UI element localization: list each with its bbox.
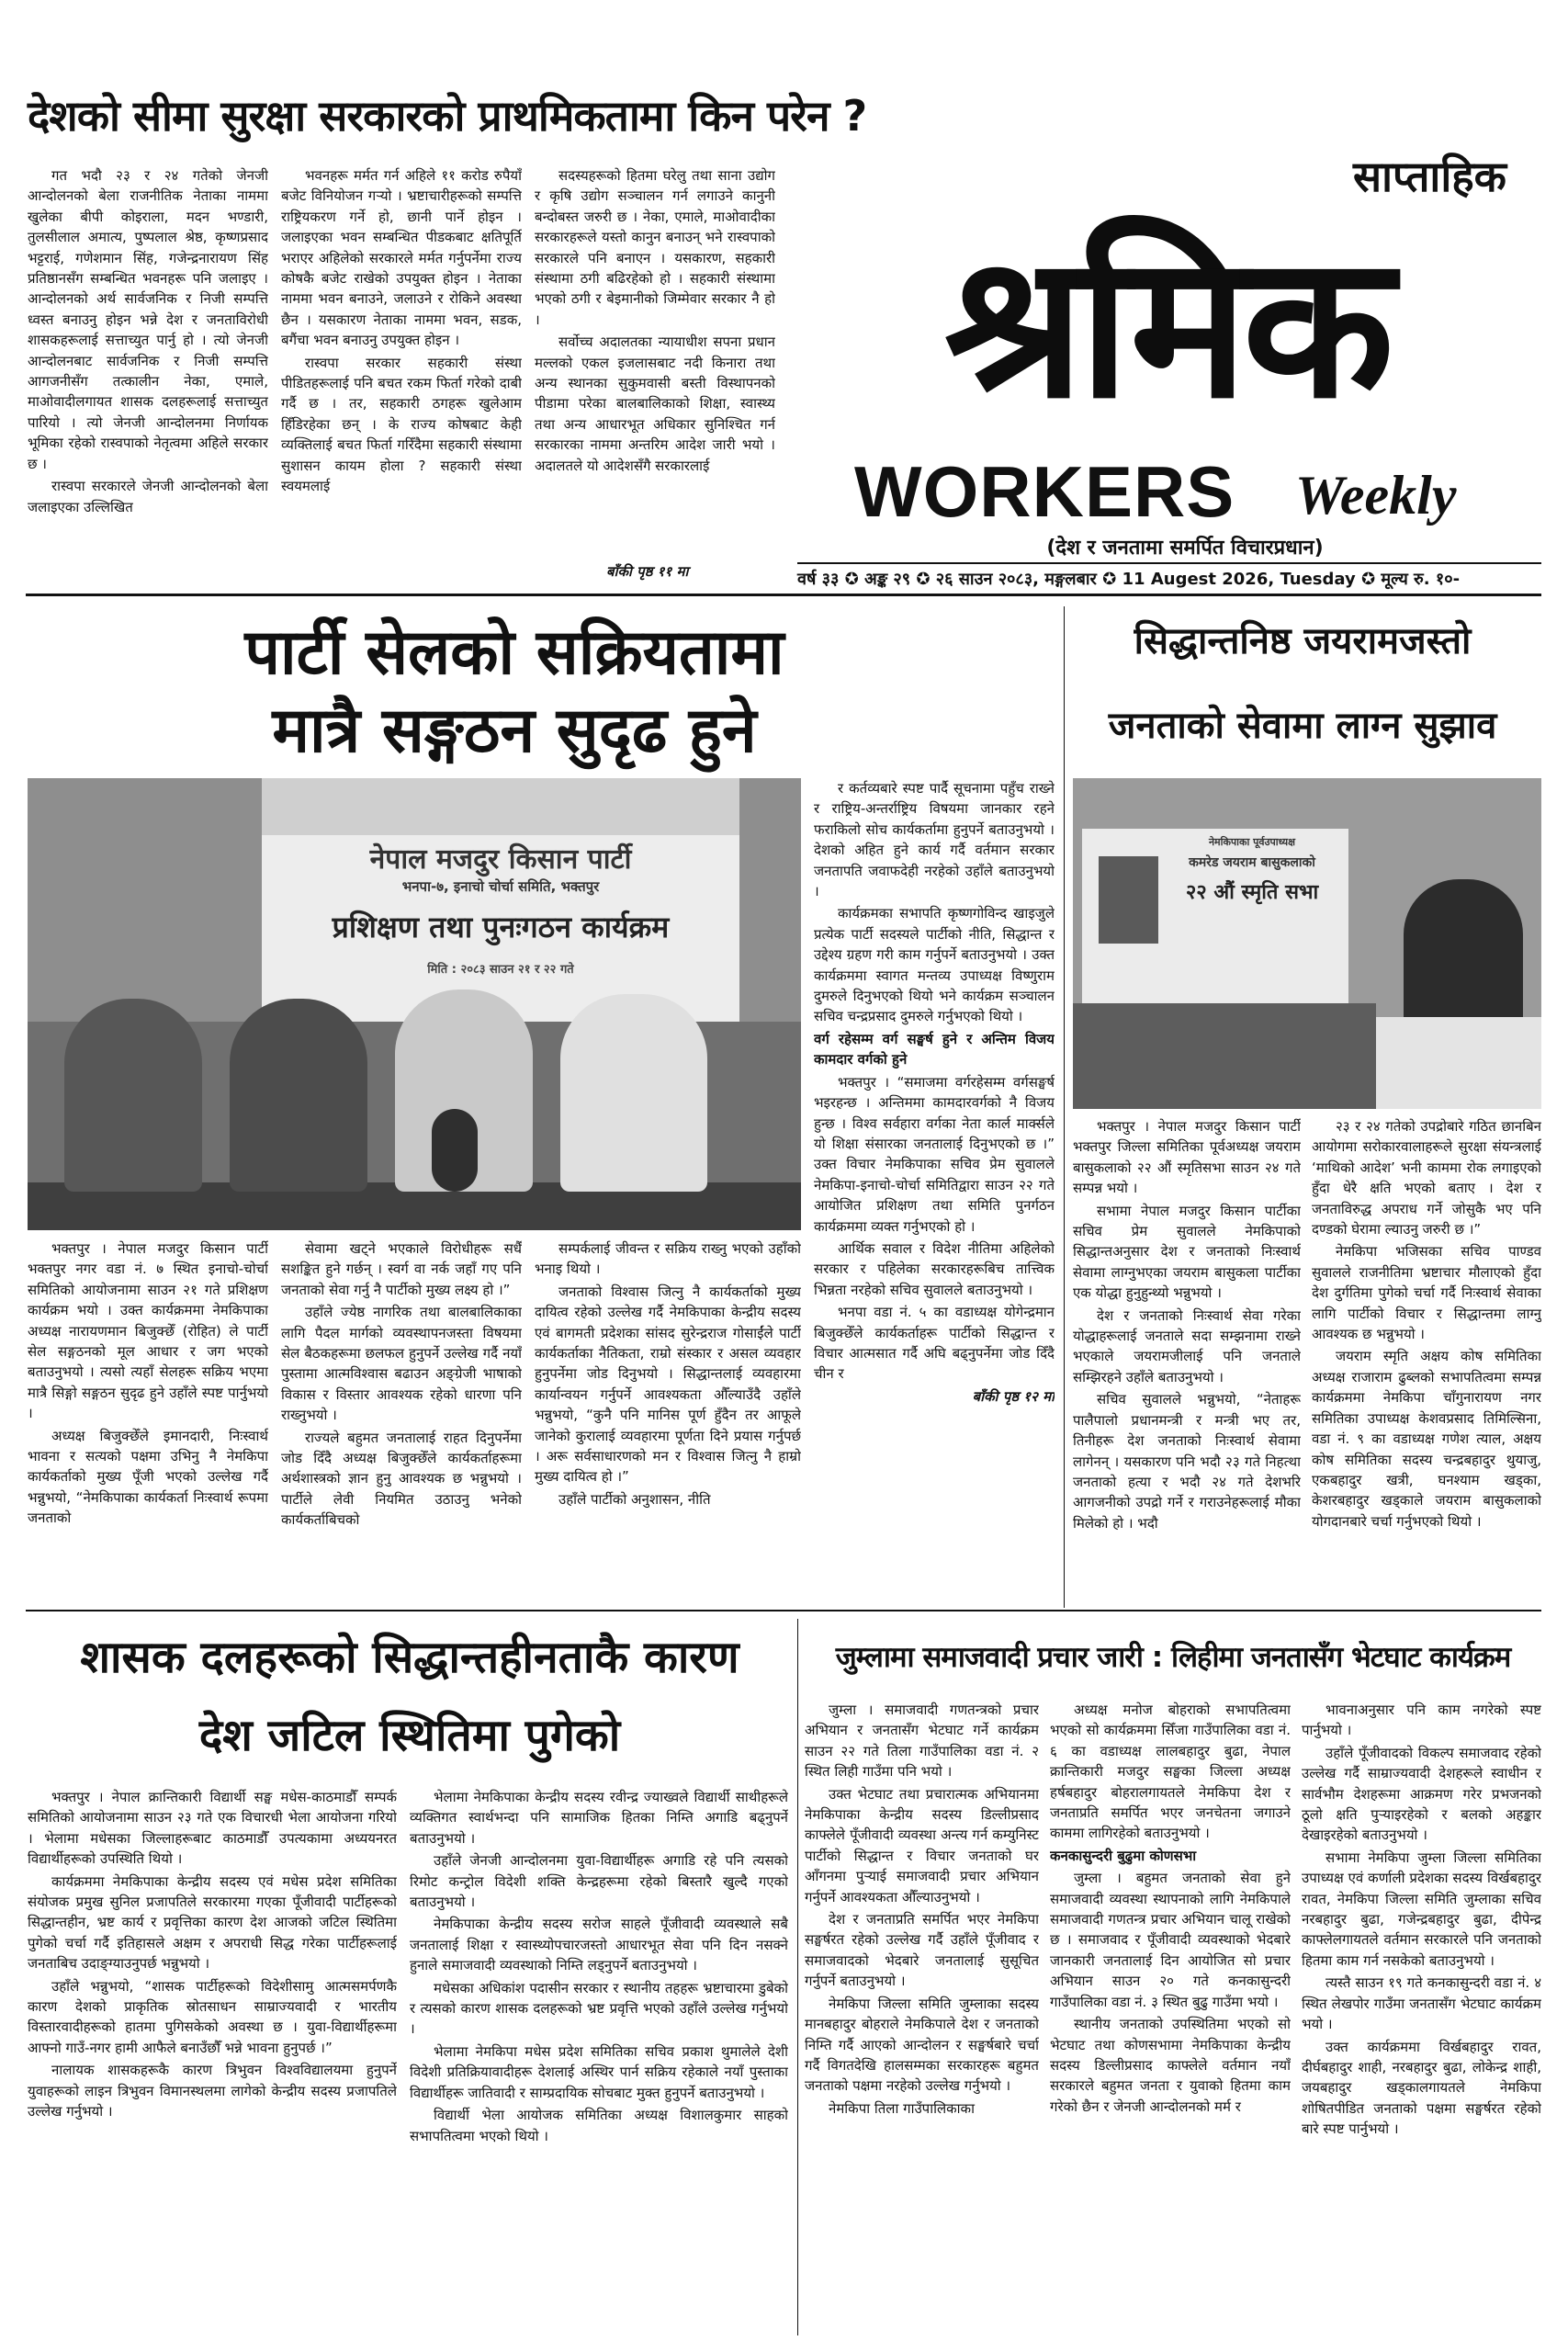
bottom-left-headline-1: शासक दलहरूको सिद्धान्तहीनताकै कारण bbox=[80, 1632, 739, 1683]
paragraph: भावनाअनुसार पनि काम नगरेको स्पष्ट पार्नुभयो । bbox=[1302, 1702, 1541, 1739]
paragraph: भक्तपुर । नेपाल क्रान्तिकारी विद्यार्थी सङ्घ मधेस-काठमाडौँ सम्पर्क समितिको आयोजनामा साउन २३ गते एक विचारधी भेला आयोजना गरियो । भेलामा मधेसका जिल्लाहरूबाट काठमाडौँ उपत्यकामा अध्ययनरत विद्यार्थीहरूको उपस्थिति थियो । bbox=[28, 1789, 397, 1868]
paragraph: स्थानीय जनताको उपस्थितिमा भएको सो भेटघाट तथा कोणसभामा नेमकिपाका केन्द्रीय सदस्य डिल्लीप्रसाद काफ्लेले वर्तमान नयाँ सरकारले बहुमत जनता र युवाको हितमा काम गरेको छैन र जेनजी आन्दोलनको मर्म र bbox=[1050, 2016, 1291, 2115]
paragraph: देश र जनताको निःस्वार्थ सेवा गरेका योद्धाहरूलाई जनताले सदा सम्झनामा राख्ने भएकाले जयरामजीलाई पनि जनताले सम्झिरहने उहाँले बताउनुभयो । bbox=[1073, 1306, 1301, 1385]
lead-continued: बाँकी पृष्ठ १२ मा bbox=[972, 1387, 1055, 1405]
masthead-bottom-rule bbox=[26, 594, 1541, 596]
paragraph: जुम्ला । समाजवादी गणतन्त्रको प्रचार अभियान र जनतासँग भेटघाट गर्ने कार्यक्रम साउन २२ गते तिला गाउँपालिका वडा नं. २ स्थित लिही गाउँमा पनि भयो । bbox=[805, 1702, 1039, 1781]
lead-col-2 bbox=[281, 1238, 522, 1601]
paragraph: कार्यक्रममा नेमकिपाका केन्द्रीय सदस्य एवं मधेस प्रदेश समितिका संयोजक प्रमुख सुनिल प्रजापतिले सरकारमा गएका पूँजीवादी पार्टीहरूको सिद्धान्तहीन, भ्रष्ट कार्य र प्रवृत्तिका कारण देश आजको जटिल स्थितिमा पुगेको चर्चा गर्दै इतिहासले अक्षम र अपराधी सिद्ध गरेका पार्टीहरूलाई जनताबिच उदाङ्ग्याउनुपर्छ भन्नुभयो । bbox=[28, 1872, 397, 1973]
person-2 bbox=[230, 999, 367, 1192]
paragraph: सेवामा खट्ने भएकाले विरोधीहरू सधैँ सशङ्कित हुने गर्छन् । स्वर्ग वा नर्क जहाँ गए पनि जनताको सेवा गर्नु नै पार्टीको मुख्य लक्ष्य हो ।” bbox=[281, 1240, 522, 1298]
paragraph: सभामा नेपाल मजदुर किसान पार्टीका सचिव प्रेम सुवालले नेमकिपाको सिद्धान्तअनुसार देश र जनताको निःस्वार्थ सेवामा लाग्नुभएका जयराम बासुकला पार्टीका एक योद्धा हुनुहुन्थ्यो भन्नुभयो । bbox=[1073, 1202, 1301, 1302]
paragraph: सदस्यहरूको हितमा घरेलु तथा साना उद्योग र कृषि उद्योग सञ्चालन गर्न लगाउने कानुनी बन्दोबस्त जरुरी छ । नेका, एमाले, माओवादीका सरकारहरूले यस्तो कानुन बनाउन् भने रास्वपाको सरकारले पनि बनाएन । यसकारण, सहकारी संस्थामा ठगी बढिरहेको हो । सहकारी संस्थामा भएको ठगी र बेइमानीको जिम्मेवार सरकार नै हो । bbox=[535, 167, 775, 328]
paragraph: नेमकिपा भजिसका सचिव पाण्डव सुवालले राजनीतिमा भ्रष्टाचार मौलाएको हुँदा देश दुर्गतिमा पुगेको चर्चा गर्दै निःस्वार्थ सेवाका लागि पार्टीको विचार र सिद्धान्तमा लाग्नु आवश्यक छ भन्नुभयो । bbox=[1312, 1243, 1541, 1343]
paragraph: नेमकिपा जिल्ला समिति जुम्लाका सदस्य मानबहादुर बोहराले नेमकिपाले देश र जनताको निम्ति गर्दै आएको आन्दोलन र सङ्घर्षबारे चर्चा गर्दै विगतदेखि हालसम्मका सरकारहरू बहुमत जनताको पक्षमा नरहेको उल्लेख गर्नुभयो । bbox=[805, 1995, 1039, 2095]
masthead-workers: WORKERS bbox=[854, 451, 1235, 532]
paragraph: उक्त भेटघाट तथा प्रचारात्मक अभियानमा नेमकिपाका केन्द्रीय सदस्य डिल्लीप्रसाद काफ्लेले पूँजीवादी व्यवस्था अन्त्य गर्न कम्युनिस्ट पार्टीको सिद्धान्त र विचार जनताको घर आँगनमा पुऱ्याई समाजवादी प्रचार अभियान गर्नुपर्ने आवश्यकता औँल्याउनुभयो । bbox=[805, 1785, 1039, 1905]
middle-bottom-rule bbox=[26, 1610, 1541, 1611]
paragraph: उहाँले जेनजी आन्दोलनमा युवा-विद्यार्थीहरू अगाडि रहे पनि त्यसको रिमोट कन्ट्रोल विदेशी शक्ति केन्द्रहरूमा रहेको बिस्तारै खुल्दै गएको बताउनुभयो । bbox=[410, 1852, 788, 1911]
bottom-right-col-3 bbox=[1302, 1700, 1541, 2334]
lead-subhead: वर्ग रहेसम्म वर्ग सङ्घर्ष हुने र अन्तिम विजय कामदार वर्गको हुने bbox=[814, 1030, 1055, 1069]
bottom-right-col-1 bbox=[805, 1700, 1039, 2334]
top-col-3 bbox=[535, 165, 775, 574]
top-continued: बाँकी पृष्ठ ११ मा bbox=[606, 563, 689, 580]
paragraph: आर्थिक सवाल र विदेश नीतिमा अहिलेको सरकार र पहिलेका सरकारहरूबिच तात्त्विक भिन्नता नरहेको सचिव सुवालले बताउनुभयो । bbox=[814, 1239, 1055, 1298]
top-col-1 bbox=[28, 165, 268, 574]
right-photo bbox=[1073, 778, 1541, 1109]
banner-title: प्रशिक्षण तथा पुनःगठन कार्यक्रम bbox=[332, 910, 670, 944]
lead-photo bbox=[28, 778, 801, 1230]
right-col-2 bbox=[1312, 1116, 1541, 1601]
photo-banner-stripe bbox=[262, 778, 739, 835]
paragraph: रास्वपा सरकार सहकारी संस्था पीडितहरूलाई पनि बचत रकम फिर्ता गरेको दाबी गर्दै छ । तर, सहकारी ठगहरू खुलेआम हिँडिरहेका छन् । के राज्य कोषबाट केही व्यक्तिलाई बचत फिर्ता गरिँदैमा सहकारी संस्थामा सुशासन कायम होला ? सहकारी संस्था स्वयमलाई bbox=[281, 354, 522, 495]
flower-vase bbox=[432, 1109, 478, 1192]
paragraph: राज्यले बहुमत जनतालाई राहत दिनुपर्नेमा जोड दिँदै अध्यक्ष बिजुक्छेँले कार्यकर्ताहरूमा अर्थशास्त्रको ज्ञान हुनु आवश्यक छ भन्नुभयो । पार्टीले लेवी नियमित उठाउनु भनेको कार्यकर्ताबिचको bbox=[281, 1429, 522, 1529]
masthead-saptahik: साप्ताहिक bbox=[1353, 152, 1506, 201]
person-4 bbox=[560, 994, 707, 1192]
paragraph: उहाँले पूँजीवादको विकल्प समाजवाद रहेको उल्लेख गर्दै साम्राज्यवादी देशहरूले स्वाधीन र सार्वभौम देशहरूमा आक्रमण गरेर प्रभजनको ठूलो क्षति पुऱ्याइरहेको र बलको अहङ्कार देखाइरहेको बताउनुभयो । bbox=[1302, 1744, 1541, 1844]
paragraph: नेमकिपाका केन्द्रीय सदस्य सरोज साहले पूँजीवादी व्यवस्थाले सबै जनतालाई शिक्षा र स्वास्थ्योपचारजस्तो आधारभूत सेवा पनि दिन नसक्ने हुनाले समाजवादी व्यवस्थाको निम्ति लड्नुपर्ने बताउनुभयो । bbox=[410, 1916, 788, 1974]
memorial-banner-name: कमरेड जयराम बासुकलाको bbox=[1189, 855, 1315, 870]
paragraph: जयराम स्मृति अक्षय कोष समितिका अध्यक्ष राजाराम ढुब्लको सभापतित्वमा सम्पन्न कार्यक्रममा नेमकिपा चाँगुनारायण नगर समितिका उपाध्यक्ष केशवप्रसाद तिमिल्सिना, वडा नं. ९ का वडाध्यक्ष गणेश त्याल, अक्षय कोष समितिका सदस्य चन्द्रबहादुर थुयाजु, एकबहादुर खत्री, घनश्याम खड्का, केशरबहादुर खड्काले जयराम बासुकलाको योगदानबारे चर्चा गर्नुभएको थियो । bbox=[1312, 1348, 1541, 1530]
paragraph: नालायक शासकहरूकै कारण त्रिभुवन विश्वविद्यालयमा हुनुपर्ने युवाहरूको लाइन त्रिभुवन विमानस्थलमा लागेको केन्द्रीय सदस्य प्रजापतिले उल्लेख गर्नुभयो । bbox=[28, 2062, 397, 2120]
paragraph: सर्वोच्च अदालतका न्यायाधीश सपना प्रधान मल्लको एकल इजलासबाट नदी किनारा तथा अन्य स्थानका सुकुमवासी बस्ती विस्थापनको पीडामा परेका बालबालिकाको शिक्षा, स्वास्थ्य तथा अन्य आधारभूत अधिकार सुनिश्चित गर्न सरकारका नाममा अन्तरिम आदेश जारी भयो । अदालतले यो आदेशसँगै सरकारलाई bbox=[535, 334, 775, 474]
paragraph: र कर्तव्यबारे स्पष्ट पार्दै सूचनामा पहुँच राख्ने र राष्ट्रिय-अन्तर्राष्ट्रिय विषयमा जानकार रहने फराकिलो सोच कार्यकर्तामा हुनुपर्ने बताउनुभयो । देशको अहित हुने कार्य गर्दै वर्तमान सरकार जनतापति जवाफदेही नरहेको उहाँले बताउनुभयो । bbox=[814, 780, 1055, 900]
paragraph: भवनहरू मर्मत गर्न अहिले ११ करोड रुपैयाँ बजेट विनियोजन गऱ्यो । भ्रष्टाचारीहरूको सम्पत्ति राष्ट्रियकरण गर्ने हो, छानी पार्ने होइन । जलाइएका भवन सम्बन्धित पीडकबाट क्षतिपूर्ति भराएर अहिलेको सरकारले मर्मत गर्नुपर्नेमा राज्य कोषकै बजेट राखेको उपयुक्त होइन । नेताका नाममा भवन बनाउने, जलाउने र रोकिने अवस्था छैन । यसकारण नेताका नाममा भवन, सडक, बगैंचा भवन बनाउनु उपयुक्त होइन । bbox=[281, 167, 522, 349]
bottom-divider bbox=[797, 1619, 798, 2335]
lead-right-divider bbox=[1064, 606, 1065, 1608]
lead-col-1 bbox=[28, 1238, 268, 1601]
paragraph: भनपा वडा नं. ५ का वडाध्यक्ष योगेन्द्रमान बिजुक्छेँले कार्यकर्ताहरू पार्टीको सिद्धान्त र विचार आत्मसात गर्दै अघि बढ्नुपर्नेमा जोड दिँदै चीन र bbox=[814, 1304, 1055, 1383]
paragraph: कार्यक्रमका सभापति कृष्णगोविन्द खाइजुले प्रत्येक पार्टी सदस्यले पार्टीको नीति, सिद्धान्त र उद्देश्य ग्रहण गरी काम गर्नुपर्ने बताउनुभयो । उक्त कार्यक्रममा स्वागत मन्तव्य उपाध्यक्ष विष्णुराम दुमरुले दिनुभएको थियो भने कार्यक्रम सञ्चालन सचिव चन्द्रप्रसाद दुमरुले गर्नुभएको थियो । bbox=[814, 905, 1055, 1025]
memorial-banner-title: २२ औं स्मृति सभा bbox=[1185, 881, 1319, 904]
issue-top-rule bbox=[797, 562, 1541, 564]
paragraph: उक्त कार्यक्रममा विर्खबहादुर रावत, दीर्घबहादुर शाही, नरबहादुर बुढा, लोकेन्द्र शाही, जयबहादुर खड्कालगायतले नेमकिपा शोषितपीडित जनताको पक्षमा सङ्घर्षरत रहेको बारे स्पष्ट पार्नुभयो । bbox=[1302, 2038, 1541, 2138]
right-headline-1: सिद्धान्तनिष्ठ जयरामजस्तो bbox=[1134, 620, 1472, 662]
paragraph: उहाँले ज्येष्ठ नागरिक तथा बालबालिकाका लागि पैदल मार्गको व्यवस्थापनजस्ता विषयमा सेल बैठकहरूमा छलफल हुनुपर्ने उल्लेख गर्दै नयाँ पुस्तामा आत्मविश्वास बढाउन अङ्ग्रेजी भाषाको विकास र विस्तार आवश्यक रहेको धारणा पनि राख्नुभयो । bbox=[281, 1304, 522, 1424]
top-headline: देशको सीमा सुरक्षा सरकारको प्राथमिकतामा किन परेन ? bbox=[28, 91, 867, 141]
paragraph: भक्तपुर । नेपाल मजदुर किसान पार्टी भक्तपुर नगर वडा नं. ७ स्थित इनाचो-चोर्चा समितिको आयोजनामा साउन २१ गते प्रशिक्षण कार्यक्रम भयो । उक्त कार्यक्रममा नेमकिपाका अध्यक्ष नारायणमान बिजुक्छेँ (रोहित) ले पार्टी सेल सङ्गठनको मूल आधार र जग भएको बताउनुभयो । त्यसो त्यहाँ सेलहरू सक्रिय भएमा मात्रै सिङ्गो सङ्गठन सुदृढ हुने उहाँले स्पष्ट पार्नुभयो । bbox=[28, 1240, 268, 1422]
right-headline-2: जनताको सेवामा लाग्न सुझाव bbox=[1108, 705, 1497, 747]
right-col-1 bbox=[1073, 1116, 1301, 1601]
paragraph: जनताको विश्वास जित्नु नै कार्यकर्ताको मुख्य दायित्व रहेको उल्लेख गर्दै नेमकिपाका केन्द्रीय सदस्य एवं बागमती प्रदेशका सांसद सुरेन्द्रराज गोसाईंले पार्टी कार्यकर्ताका नैतिकता, राम्रो संस्कार र असल व्यवहार हुनुपर्नेमा जोड दिनुभयो । सिद्धान्तलाई व्यवहारमा कार्यान्वयन गर्नुपर्ने आवश्यकता औँल्याउँदै उहाँले भन्नुभयो, “कुनै पनि मानिस पूर्ण हुँदैन तर आफूले जानेको कुरालाई व्यवहारमा पूर्णता दिने प्रयास गर्नुपर्छ । अरू सर्वसाधारणको मन र विश्वास जित्नु नै हाम्रो मुख्य दायित्व हो ।” bbox=[535, 1283, 801, 1486]
photo-crowd bbox=[1073, 1003, 1376, 1109]
top-col-2 bbox=[281, 165, 522, 574]
bottom-left-headline-2: देश जटिल स्थितिमा पुगेको bbox=[198, 1710, 621, 1761]
bottom-left-col-2 bbox=[410, 1787, 788, 2334]
banner-sub: भनपा-७, इनाचो चोर्चा समिति, भक्तपुर bbox=[401, 878, 600, 895]
bottom-right-headline: जुम्लामा समाजवादी प्रचार जारी : लिहीमा जनतासँग भेटघाट कार्यक्रम bbox=[835, 1641, 1511, 1674]
paragraph: रास्वपा सरकारले जेनजी आन्दोलनको बेला जलाइएका उल्लिखित bbox=[28, 478, 268, 515]
banner-party: नेपाल मजदुर किसान पार्टी bbox=[369, 843, 632, 876]
paragraph: उहाँले पार्टीको अनुशासन, नीति bbox=[558, 1490, 711, 1508]
podium bbox=[1376, 1017, 1541, 1109]
masthead-title: श्रमिक bbox=[944, 209, 1389, 442]
lead-col-4 bbox=[814, 778, 1055, 1601]
bottom-right-col-2 bbox=[1050, 1700, 1291, 2334]
lead-headline-1: पार्टी सेलको सक्रियतामा bbox=[244, 616, 784, 689]
paragraph: विद्यार्थी भेला आयोजक समितिका अध्यक्ष विशालकुमार साहको सभापतित्वमा भएको थियो । bbox=[410, 2107, 788, 2144]
paragraph: नेमकिपा तिला गाउँपालिकाका bbox=[829, 2099, 975, 2117]
paragraph: सम्पर्कलाई जीवन्त र सक्रिय राख्नु भएको उहाँको भनाइ थियो । bbox=[535, 1240, 801, 1278]
lead-col-3 bbox=[535, 1238, 801, 1601]
memorial-portrait bbox=[1099, 856, 1158, 944]
memorial-banner-top: नेमकिपाका पूर्वउपाध्यक्ष bbox=[1208, 836, 1296, 848]
paragraph: देश र जनताप्रति समर्पित भएर नेमकिपा सङ्घर्षरत रहेको उल्लेख गर्दै उहाँले पूँजीवाद र समाजवादको भेदबारे जनतालाई सुसूचित गर्नुपर्ने बताउनुभयो । bbox=[805, 1911, 1039, 1990]
masthead-weekly: Weekly bbox=[1295, 465, 1457, 526]
paragraph: सभामा नेमकिपा जुम्ला जिल्ला समितिका उपाध्यक्ष एवं कर्णाली प्रदेशका सदस्य विर्खबहादुर रावत, नेमकिपा जिल्ला समिति जुम्लाका सचिव नरबहादुर बुढा, गजेन्द्रबहादुर बुढा, दीपेन्द्र काफ्लेलगायतले वर्तमान सरकारले पनि जनताको हितमा काम गर्न नसकेको बताउनुभयो । bbox=[1302, 1849, 1541, 1969]
paragraph: अध्यक्ष मनोज बोहराको सभापतित्वमा भएको सो कार्यक्रममा सिँजा गाउँपालिका वडा नं. ६ का वडाध्यक्ष लालबहादुर बुढा, नेपाल क्रान्तिकारी मजदुर सङ्घका जिल्ला अध्यक्ष हर्षबहादुर बोहरालगायतले नेमकिपा देश र जनताप्रति समर्पित भएर जनचेतना जगाउने काममा लागिरहेको बताउनुभयो । bbox=[1050, 1702, 1291, 1842]
paragraph: भेलामा नेमकिपा मधेस प्रदेश समितिका सचिव प्रकाश थुमालेले देशी विदेशी प्रतिक्रियावादीहरू देशलाई अस्थिर पार्न सक्रिय रहेकाले नयाँ पुस्ताका विद्यार्थीहरू जातिवादी र साम्प्रदायिक सोचबाट मुक्त हुनुपर्ने बताउनुभयो । bbox=[410, 2042, 788, 2101]
masthead-tagline: (देश र जनतामा समर्पित विचारप्रधान) bbox=[1046, 537, 1324, 560]
paragraph: उहाँले भन्नुभयो, “शासक पार्टीहरूको विदेशीसामु आत्मसमर्पणकै कारण देशको प्राकृतिक स्रोतसाधन साम्राज्यवादी र भारतीय विस्तारवादीहरूको हातमा पुगिसकेको अवस्था छ । युवा-विद्यार्थीहरूमा आफ्नो गाउँ-नगर हामी आफैले बनाउँछौँ भन्ने भावना हुनुपर्छ ।” bbox=[28, 1977, 397, 2056]
banner-date: मिति : २०८३ साउन २१ र २२ गते bbox=[427, 963, 574, 977]
paragraph: भक्तपुर । “समाजमा वर्गरहेसम्म वर्गसङ्घर्ष भइरहन्छ । अन्तिममा कामदारवर्गको नै विजय हुन्छ । विश्व सर्वहारा वर्गका नेता कार्ल मार्क्सले यो शिक्षा संसारका जनतालाई दिनुभएको छ ।” उक्त विचार नेमकिपाका सचिव प्रेम सुवालले नेमकिपा-इनाचो-चोर्चा समितिद्वारा साउन २२ गते आयोजित प्रशिक्षण तथा समिति पुनर्गठन कार्यक्रममा व्यक्त गर्नुभएको हो । bbox=[814, 1073, 1055, 1235]
person-1 bbox=[64, 999, 202, 1192]
paragraph: मधेसका अधिकांश पदासीन सरकार र स्थानीय तहहरू भ्रष्टाचारमा डुबेको र त्यसको कारण शासक दलहरूको भ्रष्ट प्रवृत्ति भएको उहाँले उल्लेख गर्नुभयो । bbox=[410, 1979, 788, 2038]
issue-line: वर्ष ३३ ✪ अङ्क २९ ✪ २६ साउन २०८३, मङ्गलबार ✪ 11 Augest 2026, Tuesday ✪ मूल्य रु. १०- bbox=[797, 570, 1461, 589]
lead-headline-2: मात्रै सङ्गठन सुदृढ हुने bbox=[272, 695, 757, 767]
bottom-right-subhead: कनकासुन्दरी बुढुमा कोणसभा bbox=[1050, 1847, 1197, 1864]
paragraph: भक्तपुर । नेपाल मजदुर किसान पार्टी भक्तपुर जिल्ला समितिका पूर्वअध्यक्ष जयराम बासुकलाको २२ औं स्मृतिसभा साउन २४ गते सम्पन्न भयो । bbox=[1073, 1118, 1301, 1197]
paragraph: त्यस्तै साउन १९ गते कनकासुन्दरी वडा नं. ४ स्थित लेखपोर गाउँमा जनतासँग भेटघाट कार्यक्रम भयो । bbox=[1302, 1974, 1541, 2033]
paragraph: भेलामा नेमकिपाका केन्द्रीय सदस्य रवीन्द्र ज्याख्वले विद्यार्थी साथीहरूले व्यक्तिगत स्वार्थभन्दा पनि सामाजिक हितका निम्ति अगाडि बढ्नुपर्ने बताउनुभयो । bbox=[410, 1789, 788, 1847]
paragraph: जुम्ला । बहुमत जनताको सेवा हुने समाजवादी व्यवस्था स्थापनाको लागि नेमकिपाले समाजवादी गणतन्त्र प्रचार अभियान चालू राखेको छ । समाजवाद र पूँजीवादी व्यवस्थाको भेदबारे जानकारी जनतालाई दिन आयोजित सो प्रचार अभियान साउन २० गते कनकासुन्दरी गाउँपालिका वडा नं. ३ स्थित बुढु गाउँमा भयो । bbox=[1050, 1870, 1291, 2010]
paragraph: गत भदौ २३ र २४ गतेको जेनजी आन्दोलनको बेला राजनीतिक नेताका नाममा खुलेका बीपी कोइराला, मदन भण्डारी, तुलसीलाल अमात्य, पुष्पलाल श्रेष्ठ, कृष्णप्रसाद भट्टराई, गणेशमान सिंह, गजेन्द्रनारायण सिंह प्रतिष्ठानसँग सम्बन्धित भवनहरू पनि जलाइए । आन्दोलनको अर्थ सार्वजनिक र निजी सम्पत्ति ध्वस्त बनाउनु होइन भन्ने देश र जनताविरोधी शासकहरूलाई सत्ताच्युत पार्नु हो । त्यो जेनजी आन्दोलनबाट सार्वजनिक र निजी सम्पत्ति आगजनीसँग तत्कालीन नेका, एमाले, माओवादीलगायत शासक दलहरूलाई सत्ताच्युत पारियो । त्यो जेनजी आन्दोलनमा निर्णायक भूमिका रहेको रास्वपाको नेतृत्वमा अहिले सरकार छ । bbox=[28, 167, 268, 472]
paragraph: २३ र २४ गतेको उपद्रोबारे गठित छानबिन आयोगमा सरोकारवालाहरूले सुरक्षा संयन्त्रलाई ‘माथिको आदेश’ भनी काममा रोक लगाइएको हुँदा धेरै क्षति भएको बताए । देश र जनताविरुद्ध अपराध गर्ने जोसुकै भए पनि दण्डको घेरामा ल्याउनु जरुरी छ ।” bbox=[1312, 1118, 1541, 1238]
paragraph: अध्यक्ष बिजुक्छेँले इमानदारी, निःस्वार्थ भावना र सत्यको पक्षमा उभिनु नै नेमकिपा कार्यकर्ताको मुख्य पूँजी भएको उल्लेख गर्दै भन्नुभयो, “नेमकिपाका कार्यकर्ता निःस्वार्थ रूपमा जनताको bbox=[28, 1427, 268, 1527]
paragraph: सचिव सुवालले भन्नुभयो, “नेताहरू पालैपालो प्रधानमन्त्री र मन्त्री भए तर, तिनीहरू देश जनताको निःस्वार्थ सेवामा लागेनन् । यसकारण पनि भदौ २३ गते निहत्था जनताको हत्या र भदौ २४ गते देशभरि आगजनीको उपद्रो गर्ने र गराउनेहरूलाई मौका मिलेको हो । भदौ bbox=[1073, 1391, 1301, 1532]
bottom-left-col-1 bbox=[28, 1787, 397, 2334]
